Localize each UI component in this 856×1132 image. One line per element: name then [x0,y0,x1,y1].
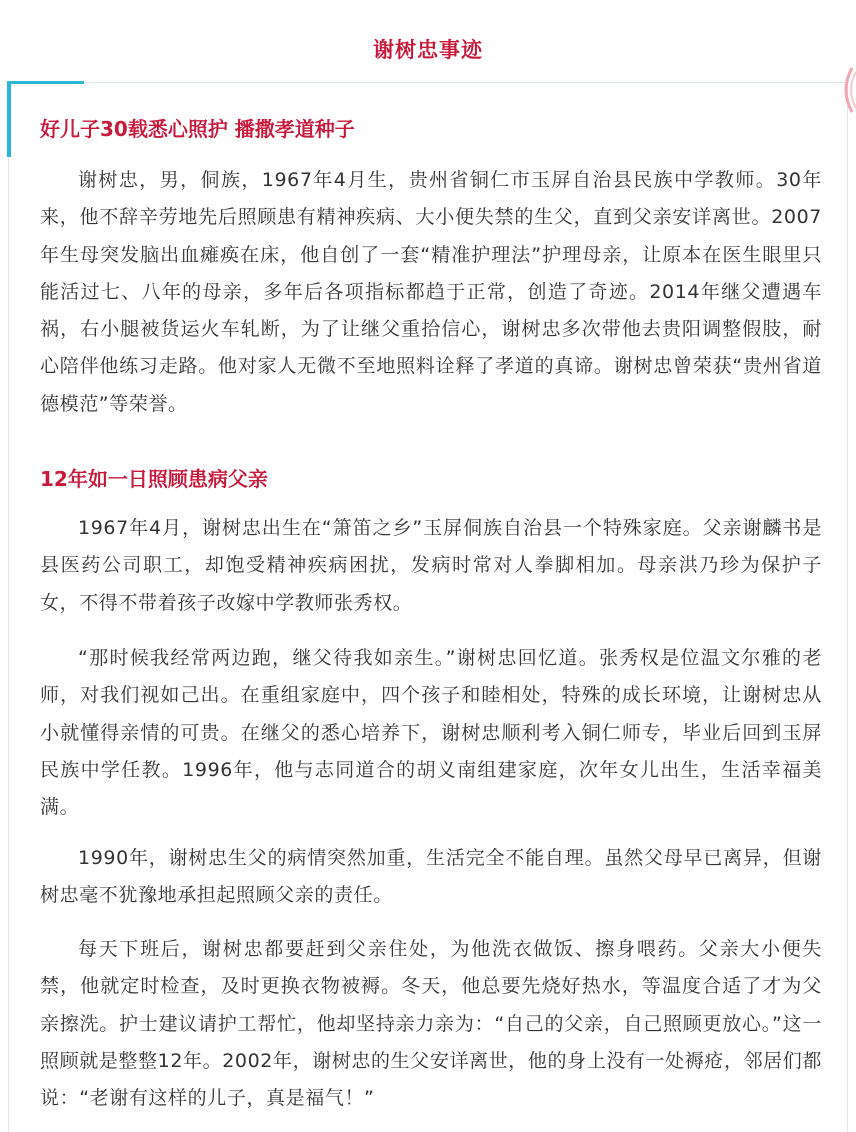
paragraph: “那时候我经常两边跑，继父待我如亲生。”谢树忠回忆道。张秀权是位温文尔雅的老师，对我们视如己出。在重组家庭中，四个孩子和睦相处，特殊的成长环境，让谢树忠从小就懂得亲情的可贵。在继父的悉心培养下，谢树忠顺利考入铜仁师专，毕业后回到玉屏民族中学任教。1996年，他与志同道合的胡义南组建家庭，次年女儿出生，生活幸福美满。 [40,647,822,819]
paragraph: 1967年4月，谢树忠出生在“箫笛之乡”玉屏侗族自治县一个特殊家庭。父亲谢麟书是县医药公司职工，却饱受精神疾病困扰，发病时常对人拳脚相加。母亲洪乃珍为保护子女，不得不带着孩子改嫁中学教师张秀权。 [40,517,822,614]
section-heading-2: 12年如一日照顾患病父亲 [40,467,268,491]
frame-accent-left [7,81,11,157]
page-title: 谢树忠事迹 [373,38,483,62]
frame-accent-top [8,81,84,84]
paragraph: 每天下班后，谢树忠都要赶到父亲住处，为他洗衣做饭、擦身喂药。父亲大小便失禁，他就定时检查，及时更换衣物被褥。冬天，他总要先烧好热水，等温度合适了才为父亲擦洗。护士建议请护工帮忙，他却坚持亲力亲为：“自己的父亲，自己照顾更放心。”这一照顾就是整整12年。2002年，谢树忠的生父安详离世，他的身上没有一处褥疮，邻居们都说：“老谢有这样的儿子，真是福气！” [40,938,822,1110]
paragraph: 1990年，谢树忠生父的病情突然加重，生活完全不能自理。虽然父母早已离异，但谢树忠毫不犹豫地承担起照顾父亲的责任。 [40,847,822,907]
paragraph: 谢树忠，男，侗族，1967年4月生，贵州省铜仁市玉屏自治县民族中学教师。30年来，他不辞辛劳地先后照顾患有精神疾病、大小便失禁的生父，直到父亲安详离世。2007年生母突发脑出血瘫痪在床，他自创了一套“精准护理法”护理母亲，让原本在医生眼里只能活过七、八年的母亲，多年后各项指标都趋于正常，创造了奇迹。2014年继父遭遇车祸，右小腿被货运火车轧断，为了让继父重拾信心，谢树忠多次带他去贵阳调整假肢，耐心陪伴他练习走路。他对家人无微不至地照料诠释了孝道的真谛。谢树忠曾荣获“贵州省道德模范”等荣誉。 [40,169,822,415]
corner-decoration-icon [832,60,856,120]
section-heading-1: 好儿子30载悉心照护 播撒孝道种子 [40,117,355,141]
